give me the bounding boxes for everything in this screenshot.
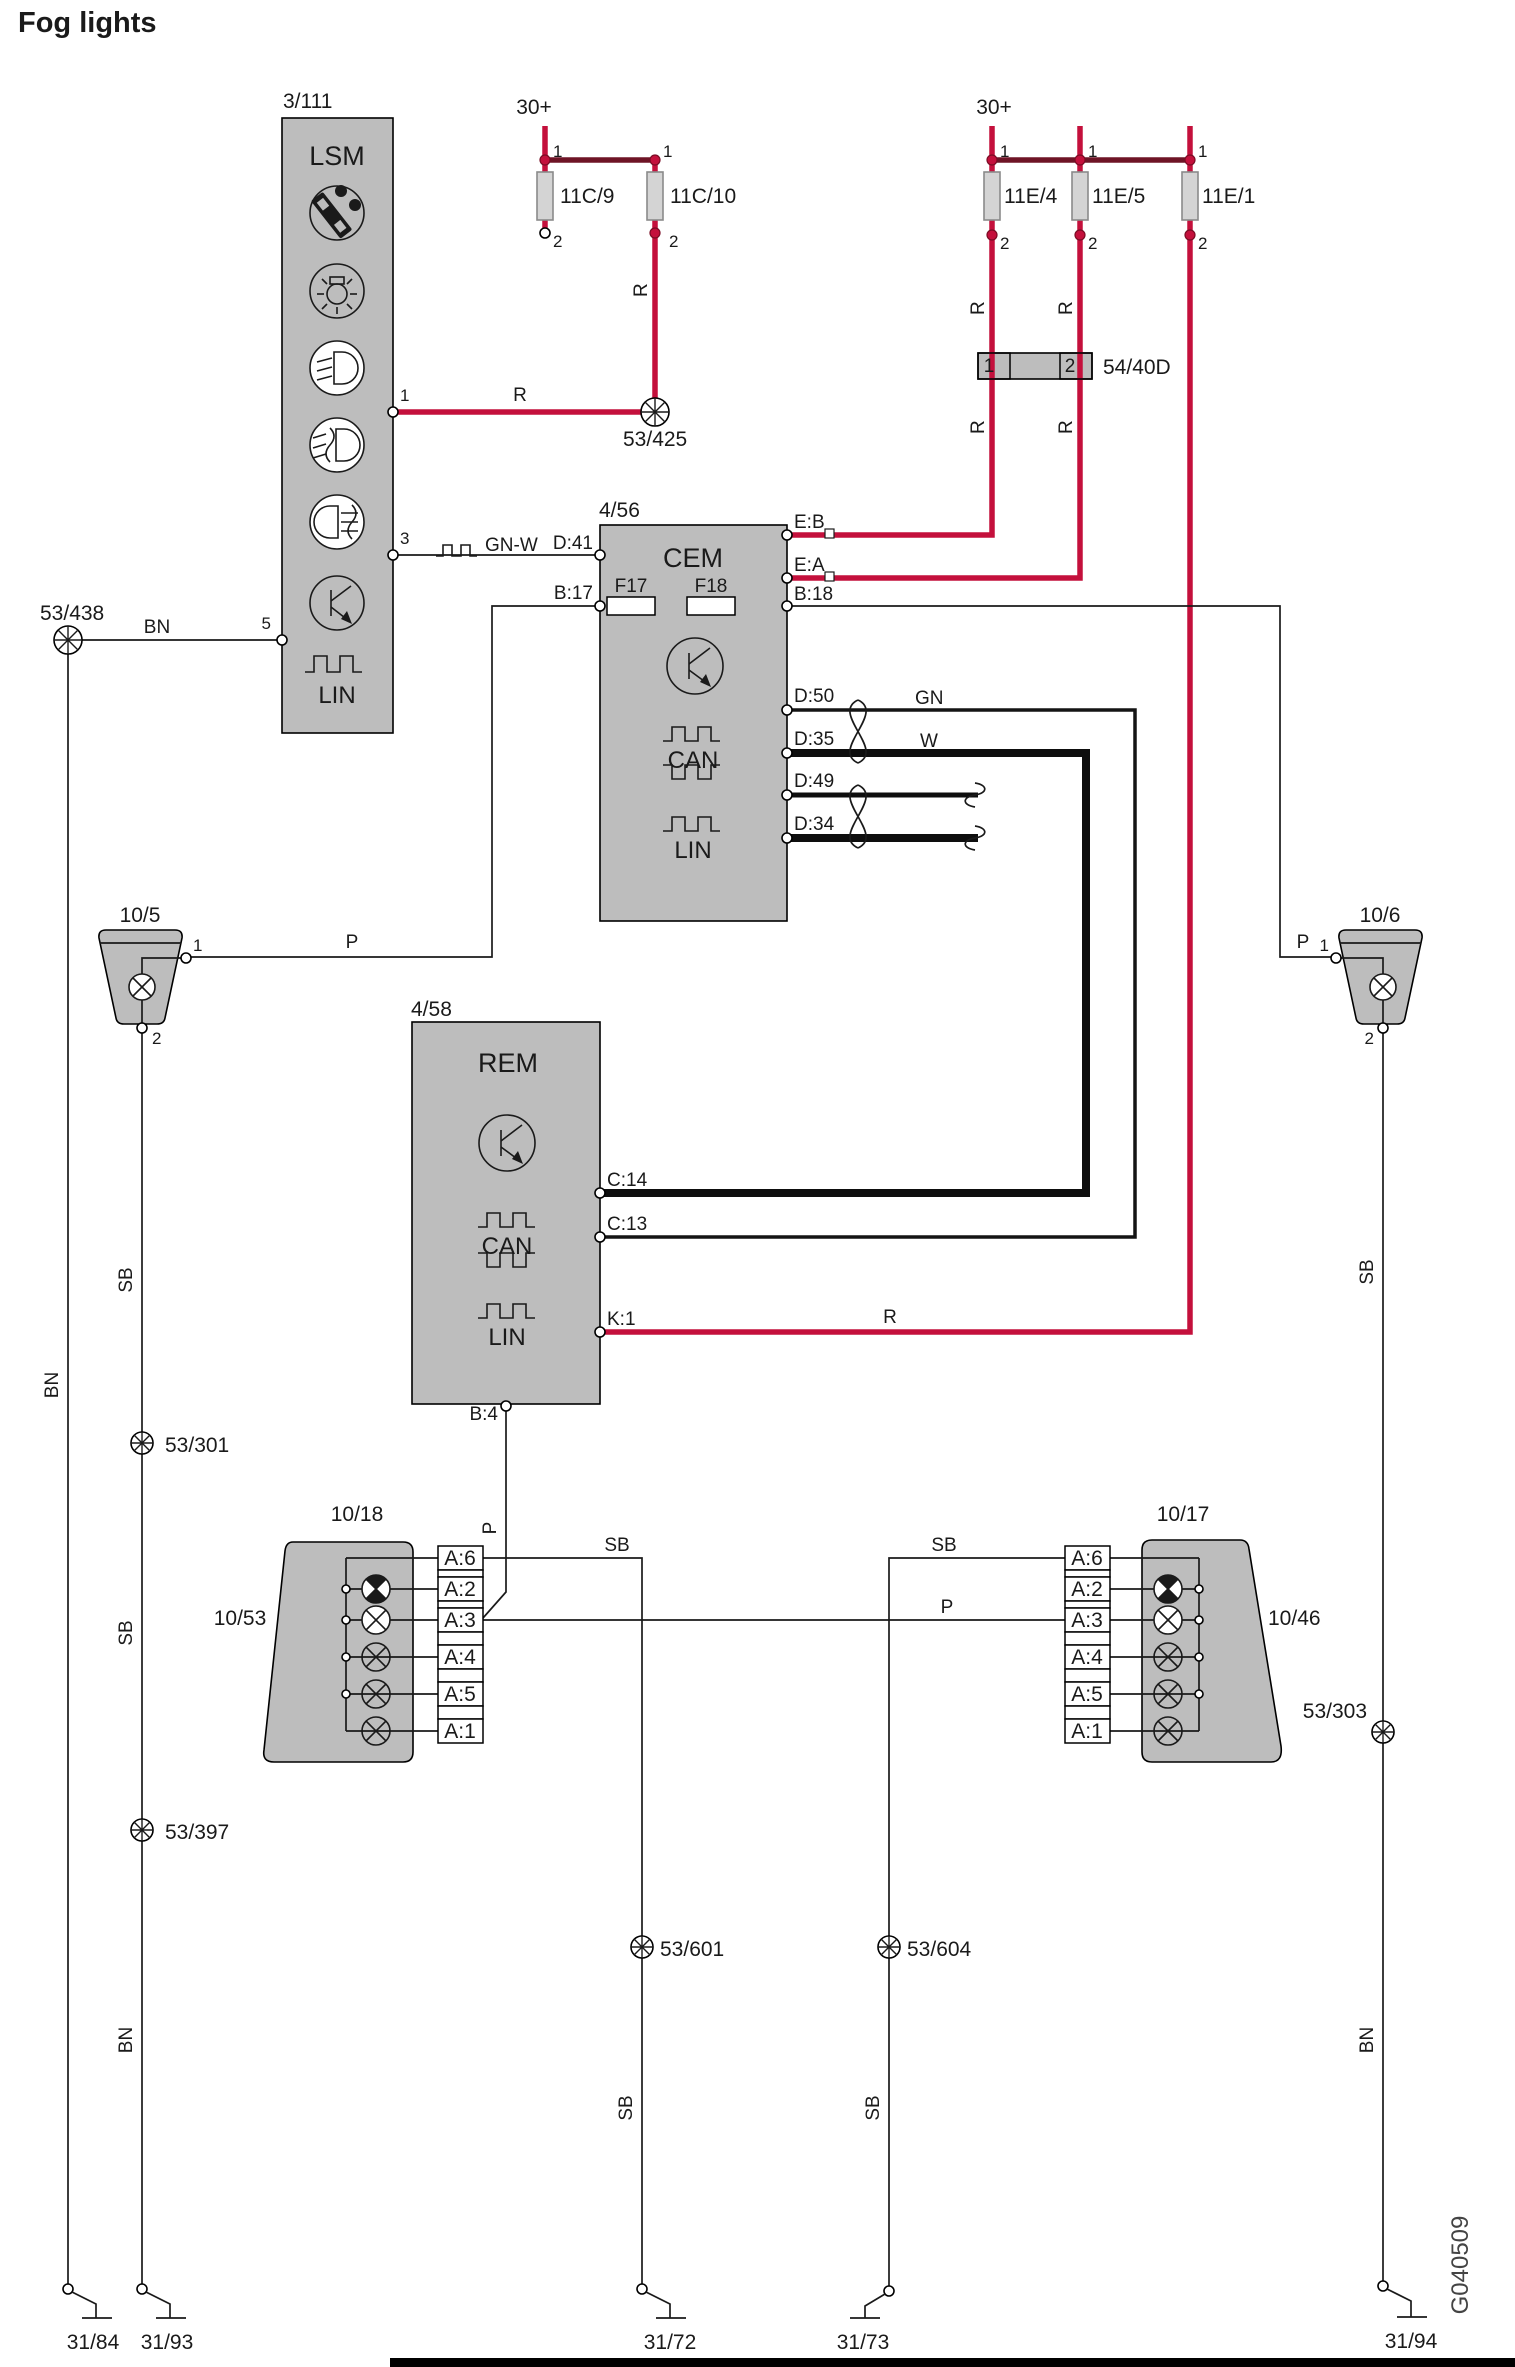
fog-right-id-label: 10/6 [1359, 904, 1401, 927]
splice-53-303 [1372, 1721, 1394, 1743]
fuse-11e1-pin2-label: 2 [1198, 234, 1208, 253]
rem-b4-label: B:4 [469, 1404, 498, 1425]
splice-53-425 [641, 398, 669, 426]
splice-53-303-label: 53/303 [1302, 1700, 1367, 1723]
wire-p-label-rear: P [940, 1597, 954, 1618]
key-dot1-icon [335, 185, 347, 197]
wire-sb-rot-mid-right: SB [863, 2095, 884, 2121]
wire-r-label-4: R [1056, 301, 1077, 315]
fuse-11e5-body [1072, 172, 1088, 220]
cem-can-label: CAN [667, 747, 719, 774]
wire-gn-label: GN [915, 688, 944, 709]
rear-right-id-label: 10/17 [1156, 1503, 1210, 1526]
rem-pin-c14 [595, 1188, 605, 1198]
conn-54-40d-pin2-label: 2 [1064, 356, 1076, 377]
power-30plus-right-label: 30+ [976, 96, 1012, 119]
fuse-11c9-pin1-label: 1 [553, 142, 563, 161]
fuse-11e5-pin1-label: 1 [1088, 142, 1098, 161]
fog-left-pin1-label: 1 [193, 936, 203, 955]
rem-pin-k1 [595, 1327, 605, 1337]
wire-p-label-b4: P [480, 1521, 501, 1535]
rem-k1-label: K:1 [607, 1309, 636, 1330]
cem-d49-label: D:49 [794, 771, 835, 792]
fog-left-id-label: 10/5 [119, 904, 161, 927]
cem-name-label: CEM [663, 543, 723, 573]
wire-r-label-k1: R [883, 1307, 897, 1328]
wire-r-label-3: R [968, 301, 989, 315]
rear-right-pin-a6: A:6 [1071, 1547, 1103, 1570]
splice-53-397-label: 53/397 [165, 1821, 230, 1844]
ground-31-84-label: 31/84 [66, 2331, 120, 2354]
cem-eb-label: E:B [794, 512, 825, 533]
cem-pin-d41 [595, 550, 605, 560]
rear-right-pin-a3: A:3 [1071, 1609, 1103, 1632]
fog-right-pin1 [1331, 953, 1341, 963]
wire-p-label-right: P [1296, 932, 1310, 953]
rear-right-pin-boxes [1065, 1546, 1110, 1743]
lsm-pin3-label: 3 [400, 529, 410, 548]
ground-31-93 [137, 2284, 186, 2318]
cem-b18-label: B:18 [794, 584, 834, 605]
component-bodies [99, 118, 1422, 1762]
cem-pin-d50 [782, 705, 792, 715]
ground-31-73-label: 31/73 [836, 2331, 890, 2354]
splice-53-397 [131, 1819, 153, 1841]
labels [18, 7, 1474, 2354]
splice-53-301 [131, 1432, 153, 1454]
cem-pin-d34 [782, 833, 792, 843]
ground-31-73 [850, 2286, 894, 2318]
splice-53-438-label: 53/438 [40, 602, 105, 625]
fuse-11e4-pin1-label: 1 [1000, 142, 1010, 161]
splice-53-425-label: 53/425 [623, 428, 688, 451]
wire-cem-b18-to-fog-right [787, 606, 1331, 957]
cem-f18-label: F18 [694, 576, 728, 597]
cem-fuse-f17 [607, 597, 655, 615]
wire-p-label-left: P [345, 932, 359, 953]
ground-31-93-label: 31/93 [140, 2331, 194, 2354]
rear-left-id-label: 10/18 [330, 1503, 384, 1526]
wire-sb-label-left-horiz: SB [604, 1535, 630, 1556]
fuse-11c9-body [537, 172, 553, 220]
fuse-11e5-label: 11E/5 [1092, 185, 1146, 208]
rear-left-pin-a1: A:1 [444, 1720, 476, 1743]
fog-left-pin1 [181, 953, 191, 963]
splice-53-601-label: 53/601 [660, 1938, 725, 1961]
wire-bn-rot-right: BN [1357, 2026, 1378, 2054]
wire-bn-rot-left2: BN [116, 2026, 137, 2054]
fuse-11e5-pin2-label: 2 [1088, 234, 1098, 253]
front-fog-icon [310, 418, 364, 472]
wire-sb-label-right-horiz: SB [931, 1535, 957, 1556]
fuse-11c10-pin2-label: 2 [669, 232, 679, 251]
cem-pin-ea [782, 573, 792, 583]
fuse-11e1-body [1182, 172, 1198, 220]
fog-left-pin2-label: 2 [152, 1029, 162, 1048]
rear-left-pin-a6: A:6 [444, 1547, 476, 1570]
rear-right-pin-a2: A:2 [1071, 1578, 1103, 1601]
lsm-pin5-label: 5 [261, 614, 271, 633]
page-bottom-bar [390, 2358, 1515, 2367]
rear-right-pin-a5: A:5 [1071, 1683, 1103, 1706]
ground-31-94 [1378, 2281, 1427, 2317]
key-dot2-icon [349, 199, 361, 211]
cem-pin-d35 [782, 748, 792, 758]
bulb-10-46-label: 10/46 [1268, 1607, 1321, 1630]
fog-lamp-internals [100, 943, 1421, 1028]
cem-d41-label: D:41 [552, 533, 593, 554]
page-title: Fog lights [18, 7, 157, 39]
conn-54-40d-pin1-label: 1 [983, 356, 995, 377]
rem-c13-label: C:13 [607, 1214, 648, 1235]
fog-right-pin2 [1378, 1023, 1388, 1033]
lsm-name-label: LSM [309, 141, 365, 171]
ground-31-72 [637, 2284, 686, 2318]
wire-r-label-2: R [631, 283, 652, 297]
cem-f17-label: F17 [614, 576, 648, 597]
wire-sb-right-rear-to-ground [889, 1558, 1065, 2286]
wire-bn-rot-left: BN [42, 1371, 63, 1399]
cem-pin-eb [782, 530, 792, 540]
wire-sb-rot-left2: SB [116, 1620, 137, 1646]
splice-53-604-label: 53/604 [907, 1938, 972, 1961]
rear-right-pin-a1: A:1 [1071, 1720, 1103, 1743]
wire-sb-left-rear-to-ground [483, 1558, 642, 2284]
cem-d50-label: D:50 [794, 686, 835, 707]
fuse-11c9-pin2-label: 2 [553, 232, 563, 251]
wire-sb-rot-mid-left: SB [616, 2095, 637, 2121]
ground-31-72-label: 31/72 [643, 2331, 697, 2354]
lsm-id-label: 3/111 [283, 90, 333, 113]
fuse-11c10-body [647, 172, 663, 220]
cem-pin-d49 [782, 790, 792, 800]
low-beam-icon [310, 341, 364, 395]
fuse-11e1-label: 11E/1 [1202, 185, 1256, 208]
wire-r-label-5: R [968, 420, 989, 434]
wire-cem-b17-to-fog-left [191, 606, 600, 957]
lsm-pin1-label: 1 [400, 386, 410, 405]
cem-b17-label: B:17 [553, 583, 593, 604]
fuse-11c10-pin1-label: 1 [663, 142, 673, 161]
rem-lin-label: LIN [488, 1324, 526, 1351]
fuse-11e4-pin2-label: 2 [1000, 234, 1010, 253]
conn-54-40d-label: 54/40D [1103, 356, 1171, 379]
rear-left-pin-a4: A:4 [444, 1646, 476, 1669]
cem-pin-b18 [782, 601, 792, 611]
fuse-11c9-label: 11C/9 [560, 185, 615, 208]
rear-right-pin-a4: A:4 [1071, 1646, 1103, 1669]
splice-53-601 [631, 1936, 653, 1958]
cem-d35-label: D:35 [794, 729, 835, 750]
fuse-11c9-pin2-open [540, 228, 550, 238]
rem-pin-b4 [501, 1401, 511, 1411]
lsm-pin1 [388, 407, 398, 417]
wire-rem-b4-down [483, 1411, 506, 1618]
inline-connector-mark-ea [825, 572, 834, 581]
lsm-pin3 [388, 550, 398, 560]
rem-id-label: 4/58 [411, 998, 452, 1021]
ground-31-94-label: 31/94 [1384, 2330, 1438, 2353]
rear-left-pin-boxes [438, 1546, 483, 1743]
wire-sb-rot-right: SB [1357, 1259, 1378, 1285]
cem-lin-label: LIN [674, 837, 712, 864]
rear-left-pin-a5: A:5 [444, 1683, 476, 1706]
splice-53-301-label: 53/301 [165, 1434, 230, 1457]
power-30plus-left-label: 30+ [516, 96, 552, 119]
bulb-10-53-label: 10/53 [213, 1607, 267, 1630]
fuse-11c10-label: 11C/10 [670, 185, 737, 208]
rem-name-label: REM [478, 1048, 538, 1078]
rear-left-pin-a3: A:3 [444, 1609, 476, 1632]
fog-right-pin1-label: 1 [1319, 936, 1329, 955]
wire-bn-label-top: BN [143, 617, 171, 638]
splice-53-604 [878, 1936, 900, 1958]
wire-sb-rot-left1: SB [116, 1267, 137, 1293]
wire-w-label: W [920, 731, 938, 752]
wire-r-label-1: R [513, 385, 527, 406]
cem-fuse-f18 [687, 597, 735, 615]
wire-11e4-to-cem-eb [789, 126, 992, 535]
lsm-lin-label: LIN [318, 682, 356, 709]
drawing-number: G040509 [1447, 2215, 1474, 2315]
fuse-11e4-body [984, 172, 1000, 220]
fog-left-pin2 [137, 1023, 147, 1033]
splice-53-438 [54, 626, 82, 654]
fog-right-pin2-label: 2 [1364, 1029, 1374, 1048]
cem-id-label: 4/56 [599, 499, 640, 522]
rem-c14-label: C:14 [607, 1170, 648, 1191]
wire-r-label-6: R [1056, 420, 1077, 434]
rem-can-label: CAN [481, 1233, 533, 1260]
cem-ea-label: E:A [794, 555, 825, 576]
rear-left-pin-a2: A:2 [444, 1578, 476, 1601]
rem-pin-c13 [595, 1232, 605, 1242]
fuse-11e4-label: 11E/4 [1004, 185, 1058, 208]
cem-d34-label: D:34 [794, 814, 835, 835]
cem-pin-b17 [595, 601, 605, 611]
fuse-11e1-pin1-label: 1 [1198, 142, 1208, 161]
wire-gnw-label: GN-W [485, 535, 538, 556]
inline-connector-mark-eb [825, 529, 834, 538]
lsm-pin5 [277, 635, 287, 645]
ground-31-84 [63, 2284, 112, 2318]
